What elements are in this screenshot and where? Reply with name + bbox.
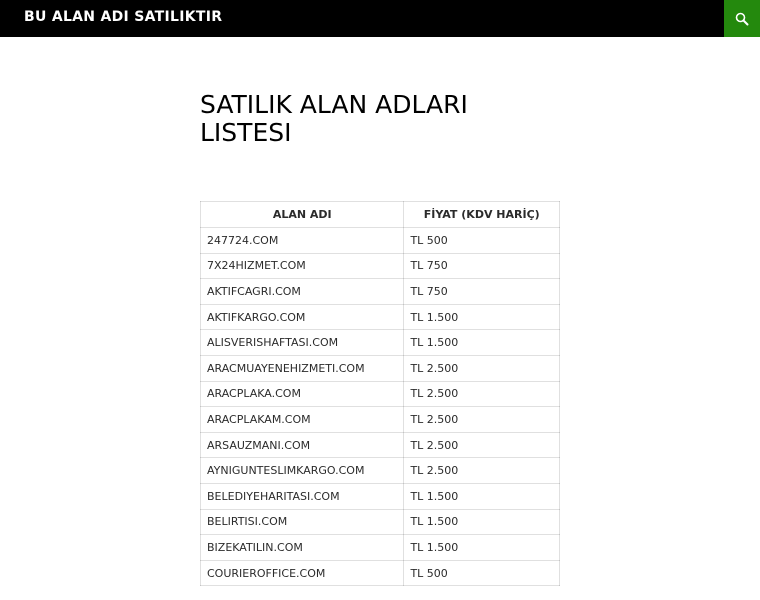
domain-cell: BIZEKATILIN.COM bbox=[201, 535, 404, 561]
top-header-bar bbox=[0, 0, 760, 37]
table-row bbox=[201, 355, 560, 381]
domain-cell: AKTIFKARGO.COM bbox=[201, 304, 404, 330]
price-cell: TL 2.500 bbox=[404, 355, 560, 381]
domain-cell: BELEDIYEHARITASI.COM bbox=[201, 483, 404, 509]
table-row bbox=[201, 509, 560, 535]
price-cell: TL 750 bbox=[404, 279, 560, 305]
price-cell: TL 2.500 bbox=[404, 381, 560, 407]
domain-cell: ALISVERISHAFTASI.COM bbox=[201, 330, 404, 356]
domain-cell: AYNIGUNTESLIMKARGO.COM bbox=[201, 458, 404, 484]
table-row bbox=[201, 432, 560, 458]
table-row bbox=[201, 330, 560, 356]
price-cell: TL 2.500 bbox=[404, 407, 560, 433]
price-cell: TL 1.500 bbox=[404, 483, 560, 509]
domain-cell: ARACMUAYENEHIZMETI.COM bbox=[201, 355, 404, 381]
domain-cell: AKTIFCAGRI.COM bbox=[201, 279, 404, 305]
column-header-price: FİYAT (KDV HARİÇ) bbox=[404, 202, 560, 228]
table-row bbox=[201, 304, 560, 330]
domain-cell: COURIEROFFICE.COM bbox=[201, 560, 404, 586]
table-row bbox=[201, 279, 560, 305]
page-title: SATILIK ALAN ADLARI LISTESI bbox=[200, 90, 468, 147]
domain-cell: 247724.COM bbox=[201, 228, 404, 254]
price-cell: TL 500 bbox=[404, 228, 560, 254]
search-icon bbox=[735, 12, 749, 26]
table-row bbox=[201, 253, 560, 279]
table-row bbox=[201, 483, 560, 509]
domain-cell: ARSAUZMANI.COM bbox=[201, 432, 404, 458]
search-toggle-button[interactable] bbox=[724, 0, 760, 37]
price-cell: TL 500 bbox=[404, 560, 560, 586]
domain-cell: BELIRTISI.COM bbox=[201, 509, 404, 535]
site-title-link[interactable]: BU ALAN ADI SATILIKTIR bbox=[24, 9, 223, 25]
table-row bbox=[201, 535, 560, 561]
price-cell: TL 2.500 bbox=[404, 458, 560, 484]
domain-cell: ARACPLAKAM.COM bbox=[201, 407, 404, 433]
domain-cell: 7X24HIZMET.COM bbox=[201, 253, 404, 279]
table-row bbox=[201, 458, 560, 484]
table-header-row bbox=[201, 202, 560, 228]
price-cell: TL 1.500 bbox=[404, 535, 560, 561]
table-row bbox=[201, 381, 560, 407]
price-cell: TL 2.500 bbox=[404, 432, 560, 458]
domain-cell: ARACPLAKA.COM bbox=[201, 381, 404, 407]
price-cell: TL 1.500 bbox=[404, 304, 560, 330]
domain-price-table bbox=[200, 201, 560, 586]
price-cell: TL 1.500 bbox=[404, 330, 560, 356]
table-row bbox=[201, 228, 560, 254]
price-cell: TL 750 bbox=[404, 253, 560, 279]
table-row bbox=[201, 407, 560, 433]
price-cell: TL 1.500 bbox=[404, 509, 560, 535]
table-row bbox=[201, 560, 560, 586]
column-header-domain: ALAN ADI bbox=[201, 202, 404, 228]
